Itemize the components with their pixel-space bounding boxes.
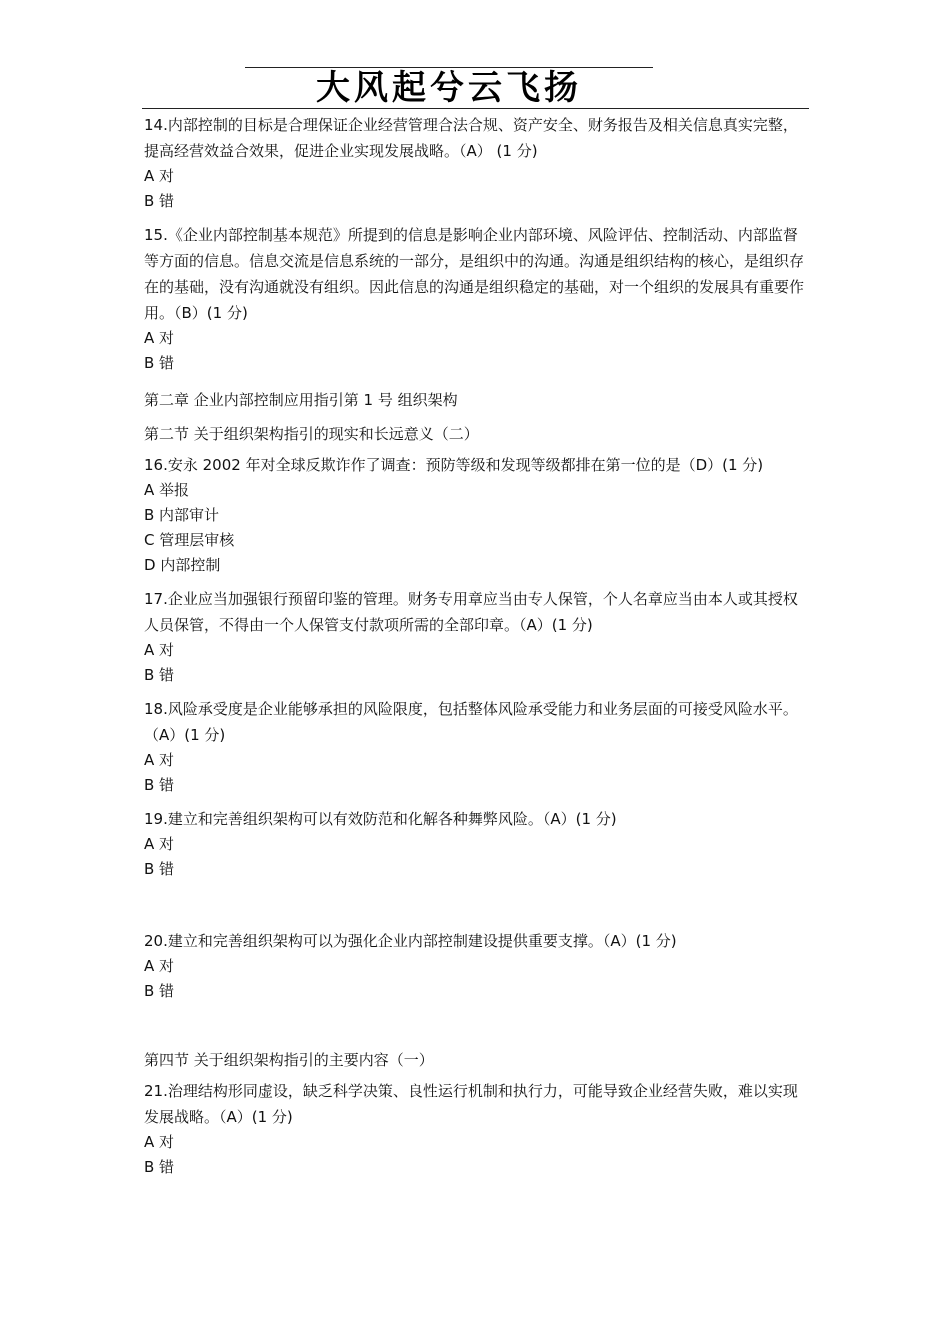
option-a: A 对 [144, 329, 175, 347]
option-a: A 对 [144, 641, 175, 659]
option-a: A 对 [144, 1133, 175, 1151]
option-b: B 错 [144, 776, 175, 794]
header-title: 大风起兮云飞扬 [316, 68, 582, 108]
question-14 [144, 112, 812, 214]
question-15 [144, 222, 812, 376]
question-text: 20.建立和完善组织架构可以为强化企业内部控制建设提供重要支撑。（A）(1 分) [144, 932, 677, 950]
question-text: 17.企业应当加强银行预留印鉴的管理。财务专用章应当由专人保管，个人名章应当由本人或其授权人员保管，不得由一个人保管支付款项所需的全部印章。（A）(1 分) [144, 590, 798, 634]
question-text: 21.治理结构形同虚设，缺乏科学决策、良性运行机制和执行力，可能导致企业经营失败，难以实现发展战略。（A）(1 分) [144, 1082, 798, 1126]
option-d: D 内部控制 [144, 556, 221, 574]
question-19 [144, 806, 812, 882]
question-21 [144, 1078, 812, 1180]
question-18 [144, 696, 812, 798]
option-b: B 错 [144, 982, 175, 1000]
question-text: 14.内部控制的目标是合理保证企业经营管理合法合规、资产安全、财务报告及相关信息真实完整，提高经营效益合效果，促进企业实现发展战略。（A） (1 分) [144, 116, 798, 160]
header-rule-bottom [142, 108, 809, 109]
question-text: 18.风险承受度是企业能够承担的风险限度，包括整体风险承受能力和业务层面的可接受风险水平。（A）(1 分) [144, 700, 798, 744]
option-b: B 错 [144, 666, 175, 684]
section-heading: 第二节 关于组织架构指引的现实和长远意义（二） [144, 425, 479, 443]
question-17 [144, 586, 812, 688]
question-16 [144, 452, 812, 578]
option-b: B 错 [144, 860, 175, 878]
question-text: 16.安永 2002 年对全球反欺诈作了调查：预防等级和发现等级都排在第一位的是（D）(1 分) [144, 456, 764, 474]
option-b: B 错 [144, 192, 175, 210]
option-b: B 错 [144, 1158, 175, 1176]
chapter-heading: 第二章 企业内部控制应用指引第 1 号 组织架构 [144, 391, 458, 409]
question-text: 15.《企业内部控制基本规范》所提到的信息是影响企业内部环境、风险评估、控制活动、内部监督等方面的信息。信息交流是信息系统的一部分，是组织中的沟通。沟通是组织结构的核心，是组织存在的基础，没有沟通就没有组织。因此信息的沟通是组织稳定的基础，对一个组织的发展具有重要作用。（B）(1 分) [144, 226, 805, 322]
option-b: B 内部审计 [144, 506, 220, 524]
option-a: A 对 [144, 957, 175, 975]
option-b: B 错 [144, 354, 175, 372]
option-c: C 管理层审核 [144, 531, 235, 549]
question-20 [144, 928, 812, 1004]
document-body [144, 112, 812, 1180]
option-a: A 举报 [144, 481, 190, 499]
option-a: A 对 [144, 751, 175, 769]
option-a: A 对 [144, 835, 175, 853]
section-heading: 第四节 关于组织架构指引的主要内容（一） [144, 1051, 434, 1069]
option-a: A 对 [144, 167, 175, 185]
question-text: 19.建立和完善组织架构可以有效防范和化解各种舞弊风险。（A）(1 分) [144, 810, 617, 828]
